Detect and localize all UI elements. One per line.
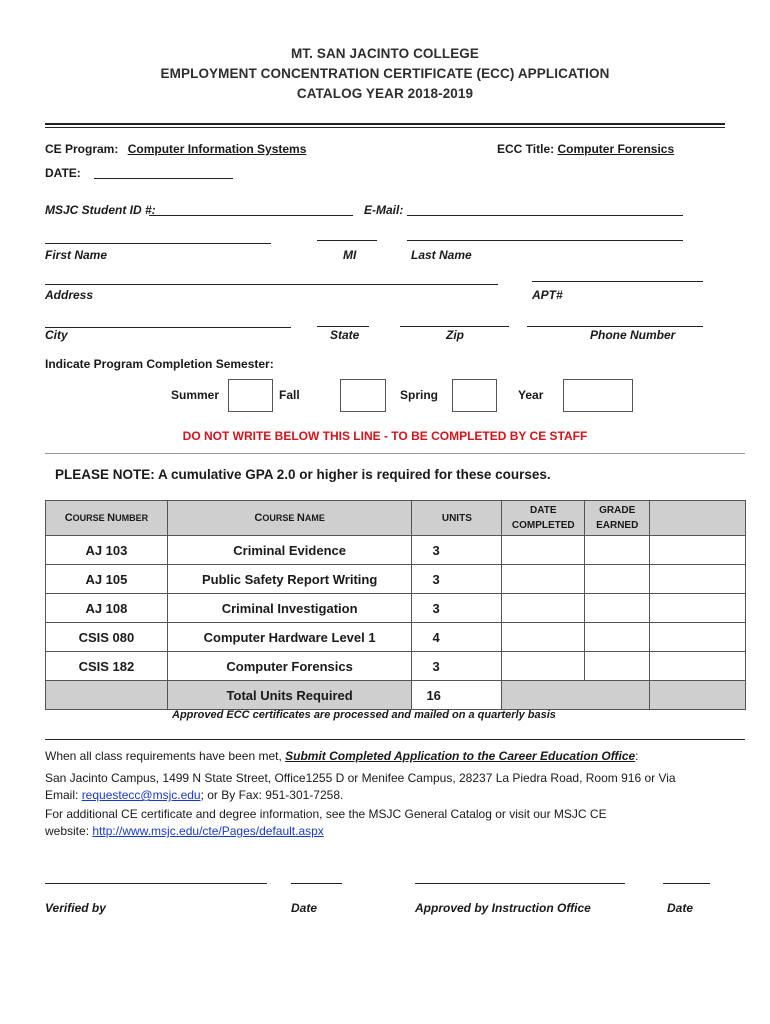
- total-label: Total Units Required: [167, 681, 412, 710]
- extra-cell[interactable]: [650, 623, 746, 652]
- ce-program-value: Computer Information Systems: [127, 142, 307, 156]
- submit-email-line: Email: requestecc@msjc.edu; or By Fax: 951-301-7258.: [45, 788, 344, 802]
- submit-emphasis: Submit Completed Application to the Career Education Office: [285, 749, 636, 763]
- header-line-3: CATALOG YEAR 2018-2019: [296, 86, 474, 101]
- date1-label: Date: [291, 901, 318, 915]
- course-number: AJ 103: [46, 536, 168, 565]
- table-row: [46, 565, 746, 594]
- info-line: For additional CE certificate and degree information, see the MSJC General Catalog or visit our MSJC CE: [45, 807, 607, 821]
- course-number: AJ 105: [46, 565, 168, 594]
- grade-earned-cell[interactable]: [585, 536, 650, 565]
- ce-program-label: CE Program: Computer Information Systems: [45, 142, 307, 156]
- header-grade-earned: GRADE EARNED: [585, 501, 650, 536]
- header-rule-bottom: [45, 127, 725, 128]
- header-course-name: COURSE NAME: [167, 501, 412, 536]
- course-name: Criminal Evidence: [167, 536, 412, 565]
- date-completed-cell[interactable]: [502, 652, 585, 681]
- last-name-field[interactable]: [407, 240, 683, 241]
- course-name: Computer Forensics: [167, 652, 412, 681]
- course-number: CSIS 080: [46, 623, 168, 652]
- student-id-label: MSJC Student ID #:: [45, 203, 156, 217]
- year-label: Year: [518, 388, 544, 402]
- website-link[interactable]: http://www.msjc.edu/cte/Pages/default.aspx: [92, 824, 324, 838]
- phone-field[interactable]: [527, 326, 703, 327]
- staff-notice: DO NOT WRITE BELOW THIS LINE - TO BE COMPLETED BY CE STAFF: [182, 429, 588, 443]
- fall-label: Fall: [279, 388, 300, 402]
- course-table: [45, 500, 746, 710]
- divider-line-2: [45, 739, 745, 740]
- course-units: 3: [412, 652, 502, 681]
- fall-checkbox[interactable]: [340, 379, 386, 412]
- semester-prompt: Indicate Program Completion Semester:: [45, 357, 274, 371]
- header-blank: [650, 501, 746, 536]
- total-blank-3: [650, 681, 746, 710]
- course-name: Public Safety Report Writing: [167, 565, 412, 594]
- header-line-1: MT. SAN JACINTO COLLEGE: [290, 46, 480, 61]
- date-completed-cell[interactable]: [502, 623, 585, 652]
- zip-field[interactable]: [400, 326, 509, 327]
- mi-field[interactable]: [317, 240, 377, 241]
- date-completed-cell[interactable]: [502, 565, 585, 594]
- course-name: Computer Hardware Level 1: [167, 623, 412, 652]
- course-units: 3: [412, 594, 502, 623]
- extra-cell[interactable]: [650, 565, 746, 594]
- spring-label: Spring: [400, 388, 438, 402]
- extra-cell[interactable]: [650, 594, 746, 623]
- phone-label: Phone Number: [590, 328, 676, 342]
- approved-by-line[interactable]: [415, 883, 625, 884]
- student-id-field[interactable]: [149, 215, 353, 216]
- state-label: State: [330, 328, 360, 342]
- course-number: AJ 108: [46, 594, 168, 623]
- header-course-number: COURSE NUMBER: [46, 501, 168, 536]
- date2-label: Date: [667, 901, 694, 915]
- state-field[interactable]: [317, 326, 369, 327]
- apt-field[interactable]: [532, 281, 703, 282]
- gpa-note: PLEASE NOTE: A cumulative GPA 2.0 or higher is required for these courses.: [55, 467, 551, 482]
- total-blank: [46, 681, 168, 710]
- table-row: [46, 594, 746, 623]
- date2-line[interactable]: [663, 883, 710, 884]
- date1-line[interactable]: [291, 883, 342, 884]
- course-units: 3: [412, 565, 502, 594]
- mi-label: MI: [343, 248, 357, 262]
- summer-label: Summer: [171, 388, 220, 402]
- header-line-2: EMPLOYMENT CONCENTRATION CERTIFICATE (ECC) APPLICATION: [160, 66, 610, 81]
- extra-cell[interactable]: [650, 652, 746, 681]
- email-field[interactable]: [407, 215, 683, 216]
- ecc-title-value: Computer Forensics: [557, 142, 675, 156]
- spring-checkbox[interactable]: [452, 379, 497, 412]
- submit-address: San Jacinto Campus, 1499 N State Street, Office1255 D or Menifee Campus, 28237 La Piedra Road, Room 916 or Via: [45, 771, 676, 785]
- year-input[interactable]: [563, 379, 633, 412]
- course-name: Criminal Investigation: [167, 594, 412, 623]
- verified-by-line[interactable]: [45, 883, 267, 884]
- table-row: [46, 652, 746, 681]
- course-units: 4: [412, 623, 502, 652]
- grade-earned-cell[interactable]: [585, 594, 650, 623]
- table-row: [46, 623, 746, 652]
- date-label: DATE:: [45, 166, 81, 180]
- website-line: website: http://www.msjc.edu/cte/Pages/default.aspx: [45, 824, 324, 838]
- approved-by-label: Approved by Instruction Office: [415, 901, 591, 915]
- grade-earned-cell[interactable]: [585, 623, 650, 652]
- header-date-completed: DATE COMPLETED: [502, 501, 585, 536]
- first-name-label: First Name: [45, 248, 108, 262]
- last-name-label: Last Name: [411, 248, 472, 262]
- address-field[interactable]: [45, 284, 498, 285]
- email-link[interactable]: requestecc@msjc.edu: [81, 788, 201, 802]
- total-units: 16: [412, 681, 502, 710]
- course-number: CSIS 182: [46, 652, 168, 681]
- extra-cell[interactable]: [650, 536, 746, 565]
- course-units: 3: [412, 536, 502, 565]
- total-blank-2: [502, 681, 650, 710]
- verified-by-label: Verified by: [45, 901, 106, 915]
- date-completed-cell[interactable]: [502, 536, 585, 565]
- city-field[interactable]: [45, 327, 291, 328]
- grade-earned-cell[interactable]: [585, 565, 650, 594]
- submit-instruction: When all class requirements have been met, Submit Completed Application to the Career Education Office:: [45, 749, 639, 763]
- course-table-header: [46, 501, 746, 536]
- date-completed-cell[interactable]: [502, 594, 585, 623]
- table-row: [46, 536, 746, 565]
- header-rule-top: [45, 123, 725, 125]
- date-field[interactable]: [94, 178, 233, 179]
- total-row: [46, 681, 746, 710]
- email-label: E-Mail:: [364, 203, 404, 217]
- header-units: UNITS: [412, 501, 502, 536]
- address-label: Address: [45, 288, 94, 302]
- grade-earned-cell[interactable]: [585, 652, 650, 681]
- approval-note: Approved ECC certificates are processed and mailed on a quarterly basis: [172, 709, 556, 721]
- apt-label: APT#: [532, 288, 563, 302]
- first-name-field[interactable]: [45, 243, 271, 244]
- divider-line: [45, 453, 745, 454]
- city-label: City: [45, 328, 68, 342]
- summer-checkbox[interactable]: [228, 379, 273, 412]
- ecc-title-label: ECC Title: Computer Forensics: [497, 142, 675, 156]
- zip-label: Zip: [446, 328, 464, 342]
